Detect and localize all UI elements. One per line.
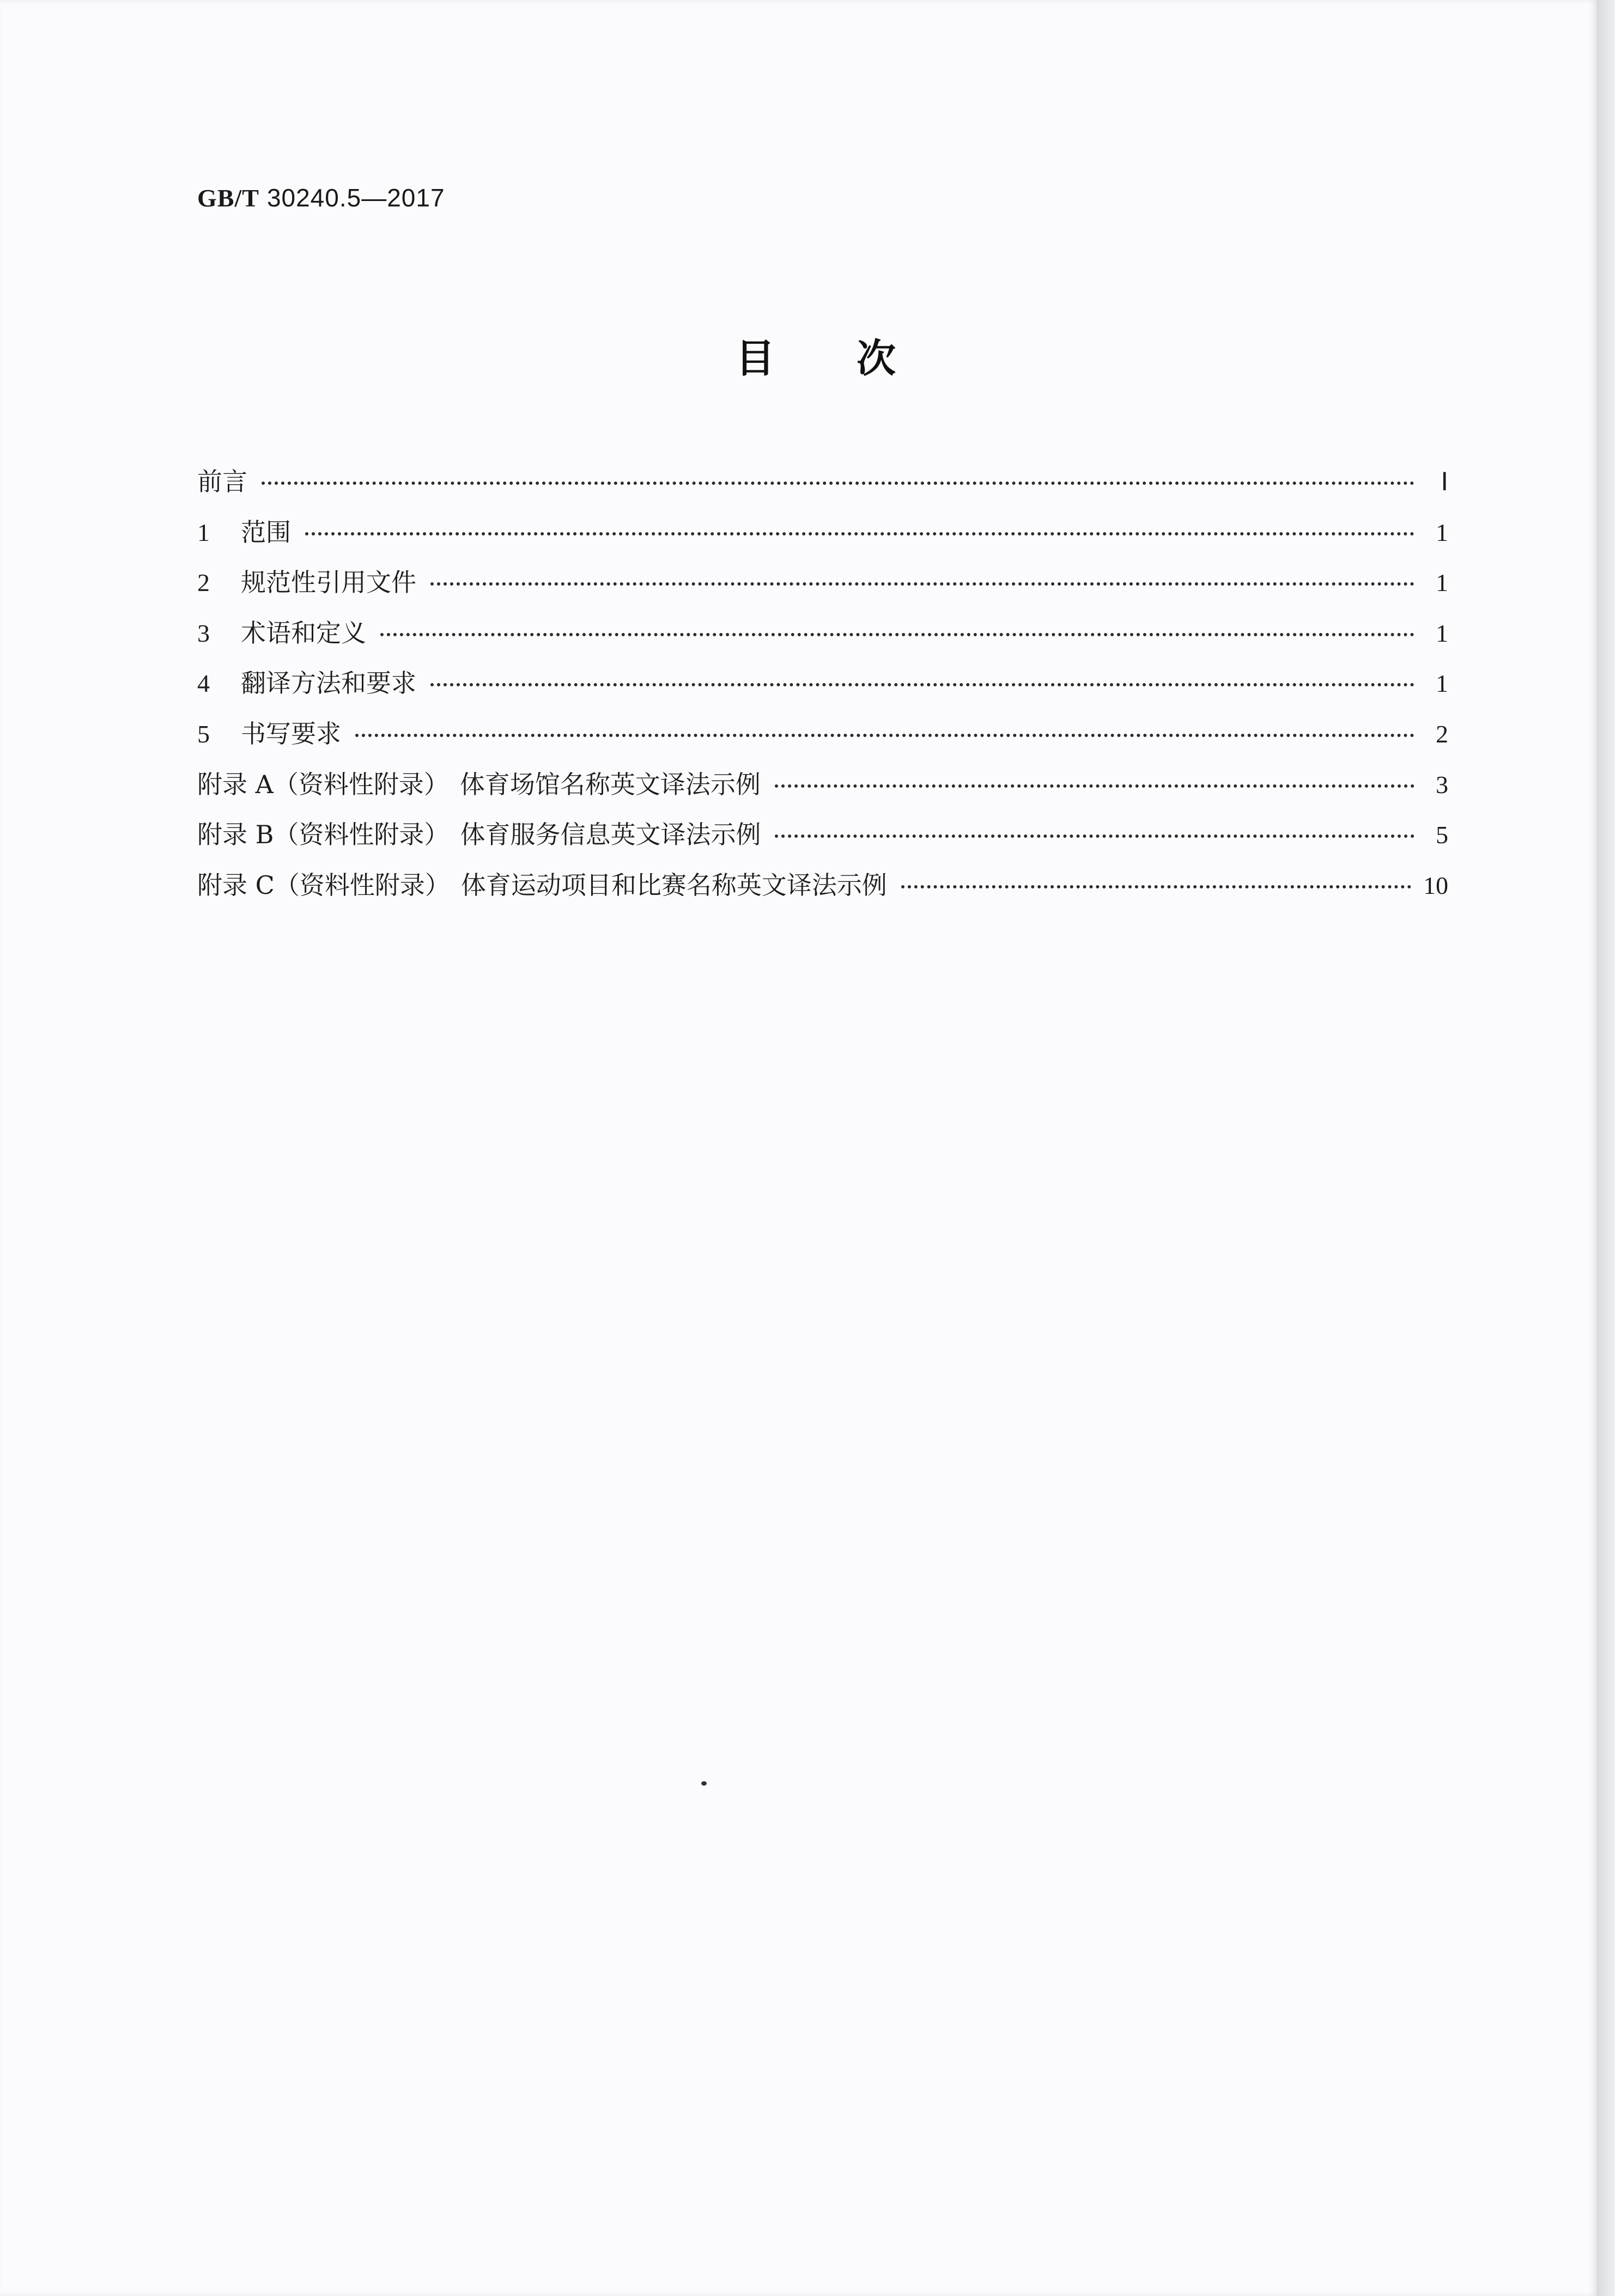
toc-entry-annex-prefix: 附录 A（资料性附录） (197, 769, 449, 799)
toc-entry-page: 1 (1436, 518, 1448, 546)
leader-dots (380, 633, 1414, 636)
toc-entry-annex-b[interactable] (197, 815, 1448, 866)
standard-number: 30240.5—2017 (266, 184, 445, 212)
toc-entry-page: 1 (1436, 619, 1448, 647)
standard-prefix: GB/T (197, 184, 259, 212)
toc-entry-label: 术语和定义 (241, 618, 366, 648)
toc-entry-terms-definitions[interactable] (197, 613, 1448, 664)
leader-dots (901, 885, 1411, 888)
toc-entry-label: 体育场馆名称英文译法示例 (459, 769, 761, 799)
scan-page-edge (1596, 0, 1615, 2296)
toc-title-char-2: 次 (857, 336, 896, 381)
toc-entry-label: 规范性引用文件 (241, 568, 416, 598)
toc-entry-page: 1 (1436, 569, 1448, 597)
leader-dots (262, 482, 1414, 485)
toc-entry-scope[interactable] (197, 513, 1448, 563)
toc-entry-label: 翻译方法和要求 (241, 668, 416, 698)
toc-entry-annex-a[interactable] (197, 765, 1448, 815)
toc-entry-number: 4 (197, 669, 210, 698)
toc-entry-normative-references[interactable] (197, 563, 1448, 613)
toc-entry-foreword[interactable] (197, 462, 1448, 513)
toc-title-char-1: 目 (736, 336, 775, 381)
leader-dots (305, 532, 1414, 535)
toc-entry-writing-requirements[interactable] (197, 714, 1448, 765)
toc-entry-label: 体育服务信息英文译法示例 (460, 820, 761, 850)
toc-entry-annex-c[interactable] (197, 866, 1448, 916)
leader-dots (355, 734, 1414, 737)
toc-entry-annex-prefix: 附录 C（资料性附录） (197, 870, 450, 900)
table-of-contents (197, 462, 1448, 916)
toc-entry-label: 体育运动项目和比赛名称英文译法示例 (460, 870, 887, 900)
toc-entry-page: 5 (1436, 821, 1448, 849)
toc-entry-page: 10 (1423, 871, 1448, 899)
toc-entry-label: 范围 (241, 517, 291, 547)
toc-entry-number: 1 (197, 518, 210, 546)
toc-entry-number: 5 (197, 720, 210, 748)
toc-entry-page: 3 (1436, 770, 1448, 799)
toc-entry-label: 书写要求 (241, 718, 341, 748)
standard-code (197, 183, 445, 212)
toc-entry-page: Ⅰ (1441, 468, 1448, 496)
toc-title (736, 327, 896, 383)
toc-entry-translation-methods[interactable] (197, 663, 1448, 714)
toc-entry-annex-prefix: 附录 B（资料性附录） (197, 820, 450, 850)
leader-dots (430, 683, 1414, 686)
toc-entry-label: 前言 (197, 467, 247, 496)
leader-dots (775, 784, 1414, 788)
toc-entry-number: 3 (197, 619, 210, 647)
scan-speck (701, 1781, 707, 1786)
toc-entry-page: 2 (1436, 720, 1448, 748)
leader-dots (775, 835, 1414, 838)
toc-entry-page: 1 (1436, 669, 1448, 698)
toc-entry-number: 2 (197, 569, 210, 597)
leader-dots (430, 582, 1414, 586)
